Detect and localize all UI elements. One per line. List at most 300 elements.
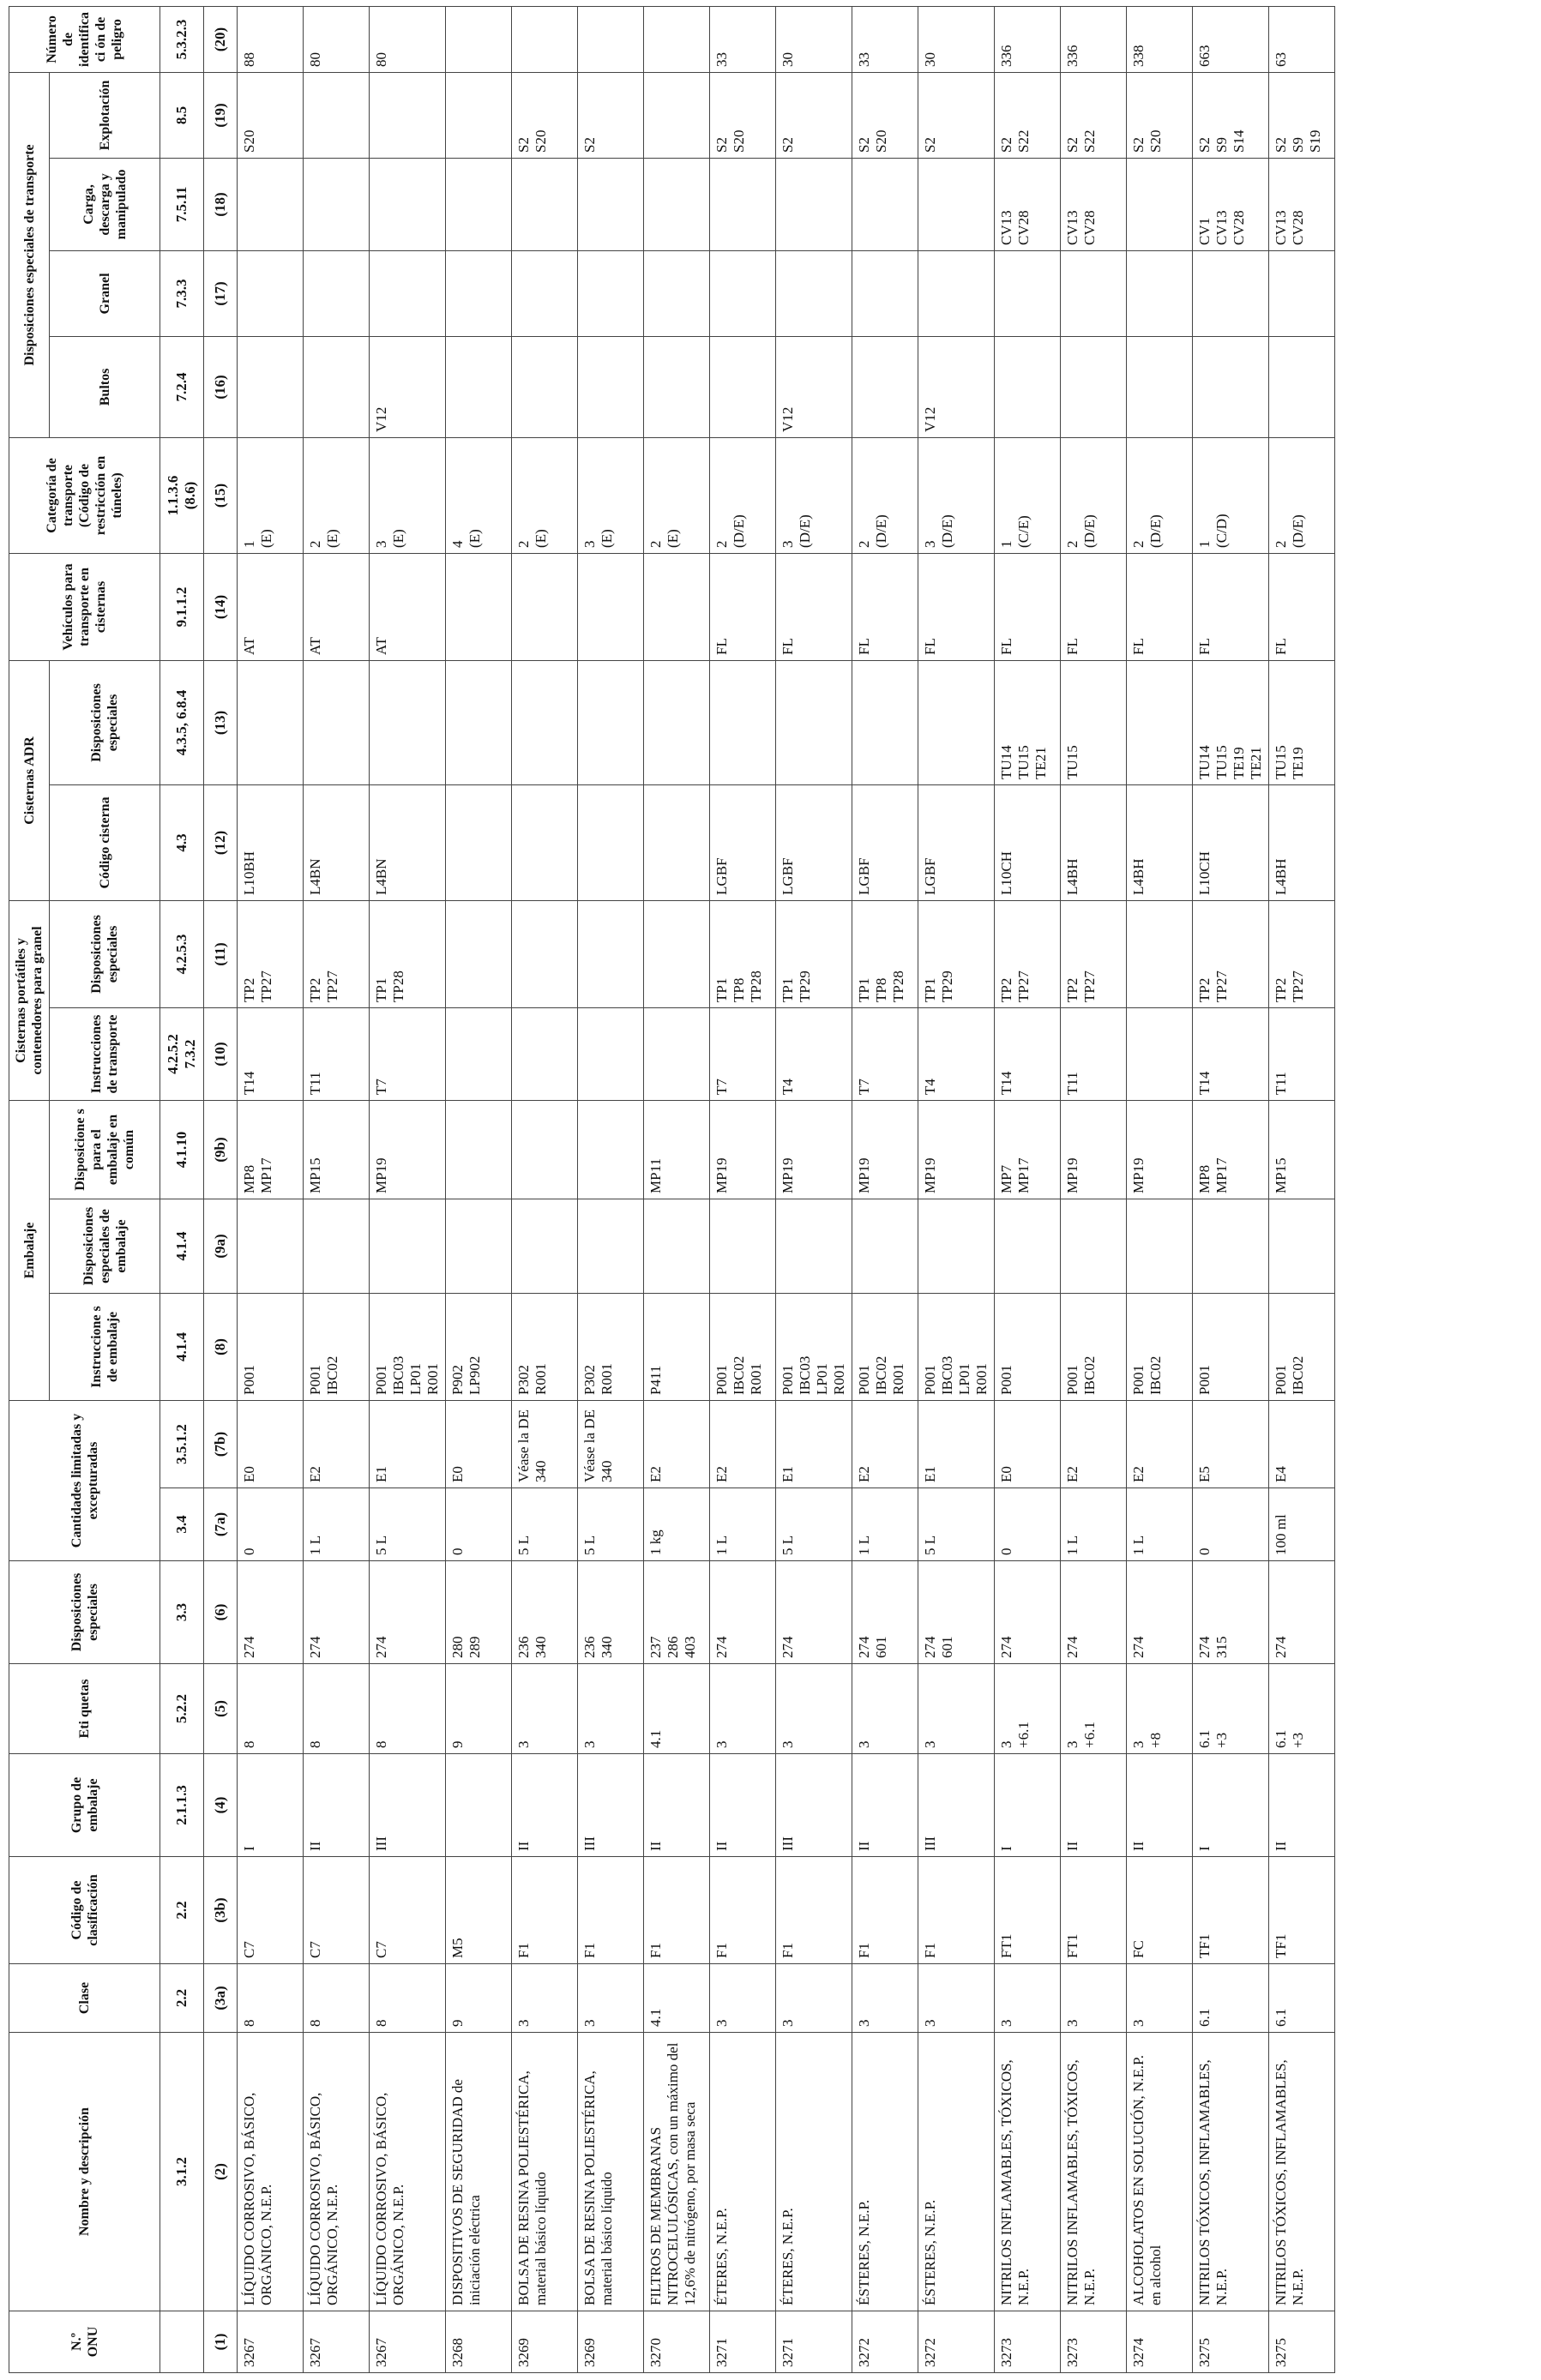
table-cell: 3272 (852, 2311, 918, 2373)
reference-cell: 7.2.4 (160, 336, 204, 437)
table-cell: II (710, 1754, 776, 1857)
table-cell: E0 (995, 1401, 1061, 1488)
table-cell: P001 IBC02 (1269, 1294, 1335, 1401)
table-cell (446, 158, 512, 250)
table-cell (512, 158, 578, 250)
reference-cell: 2.2 (160, 1857, 204, 1964)
table-cell: 274 (1269, 1561, 1335, 1664)
table-cell: 5 L (578, 1488, 644, 1561)
table-cell (776, 1199, 852, 1294)
table-cell (1127, 660, 1193, 784)
table-cell: LÍQUIDO CORROSIVO, BÁSICO, ORGÁNICO, N.E.P. (238, 2033, 304, 2311)
table-cell: P411 (644, 1294, 710, 1401)
table-cell: MP19 (710, 1100, 776, 1199)
reference-cell: 5.3.2.3 (160, 6, 204, 72)
table-cell: MP8 MP17 (238, 1100, 304, 1199)
table-cell: C7 (304, 1857, 370, 1964)
table-cell: ÉTERES, N.E.P. (710, 2033, 776, 2311)
table-row (370, 6, 446, 2372)
reference-cell: 4.2.5.3 (160, 900, 204, 1007)
table-cell: MP19 (918, 1100, 995, 1199)
table-cell: 0 (238, 1488, 304, 1561)
table-cell: 8 (370, 1964, 446, 2033)
table-cell: I (995, 1754, 1061, 1857)
table-cell: T7 (710, 1007, 776, 1100)
table-cell: BOLSA DE RESINA POLIESTÉRICA, material básico líquido (512, 2033, 578, 2311)
header-operation: Explotación (50, 72, 160, 158)
table-cell: II (304, 1754, 370, 1857)
table-cell: AT (304, 553, 370, 660)
table-cell: T4 (918, 1007, 995, 1100)
table-cell (1269, 250, 1335, 336)
table-cell (852, 336, 918, 437)
table-cell: 1 L (1127, 1488, 1193, 1561)
table-cell: II (1127, 1754, 1193, 1857)
table-cell: F1 (644, 1857, 710, 1964)
table-cell (446, 1007, 512, 1100)
table-cell: NITRILOS TÓXICOS, INFLAMABLES, N.E.P. (1193, 2033, 1269, 2311)
table-cell: FT1 (995, 1857, 1061, 1964)
table-cell: P001 IBC02 (1061, 1294, 1127, 1401)
table-cell: ÉSTERES, N.E.P. (918, 2033, 995, 2311)
table-cell (370, 158, 446, 250)
table-cell (1127, 158, 1193, 250)
header-hazard-id: Número de identificaci ón de peligro (9, 6, 160, 72)
table-cell: E1 (370, 1401, 446, 1488)
table-row (1061, 6, 1127, 2372)
table-cell: 9 (446, 1664, 512, 1754)
table-cell: 5 L (918, 1488, 995, 1561)
column-number-cell: (16) (204, 336, 238, 437)
table-cell: 274 (370, 1561, 446, 1664)
table-row (1127, 6, 1193, 2372)
header-adr-tanks-group: Cisternas ADR (9, 660, 50, 900)
table-cell (1127, 250, 1193, 336)
table-cell: 3 (918, 1664, 995, 1754)
reference-cell: 8.5 (160, 72, 204, 158)
table-cell: 236 340 (578, 1561, 644, 1664)
table-cell: T14 (238, 1007, 304, 1100)
table-cell: LGBF (852, 784, 918, 900)
table-cell: M5 (446, 1857, 512, 1964)
table-cell (446, 1754, 512, 1857)
table-cell: 3 (852, 1964, 918, 2033)
table-cell: TP2 TP27 (995, 900, 1061, 1007)
table-cell: 274 (776, 1561, 852, 1664)
reference-cell (160, 2311, 204, 2373)
table-cell (578, 1199, 644, 1294)
table-cell: I (238, 1754, 304, 1857)
table-cell (852, 1199, 918, 1294)
table-cell (512, 553, 578, 660)
header-mixed-packing: Disposicione s para el embalaje en común (50, 1100, 160, 1199)
table-cell: 4 (E) (446, 437, 512, 553)
table-cell: S2 (578, 72, 644, 158)
table-cell: 0 (995, 1488, 1061, 1561)
table-cell (644, 6, 710, 72)
table-cell: S2 S20 (512, 72, 578, 158)
table-cell: TP1 TP28 (370, 900, 446, 1007)
table-cell (238, 158, 304, 250)
table-cell: L4BH (1127, 784, 1193, 900)
table-cell (512, 784, 578, 900)
table-cell: 2 (D/E) (710, 437, 776, 553)
table-cell: 8 (238, 1964, 304, 2033)
table-row (776, 6, 852, 2372)
table-row (852, 6, 918, 2372)
table-cell: CV13 CV28 (1061, 158, 1127, 250)
table-cell (1061, 336, 1127, 437)
table-cell (710, 158, 776, 250)
column-number-cell: (3a) (204, 1964, 238, 2033)
table-cell: 3 (D/E) (776, 437, 852, 553)
header-name: Nombre y descripción (9, 2033, 160, 2311)
table-cell: TP1 TP29 (776, 900, 852, 1007)
table-row (644, 6, 710, 2372)
table-cell (578, 1100, 644, 1199)
table-cell: ÉSTERES, N.E.P. (852, 2033, 918, 2311)
table-cell: II (1269, 1754, 1335, 1857)
column-number-cell: (8) (204, 1294, 238, 1401)
table-cell (710, 336, 776, 437)
table-cell: 0 (1193, 1488, 1269, 1561)
column-number-cell: (14) (204, 553, 238, 660)
header-packaging-group: Embalaje (9, 1100, 50, 1400)
table-cell: TP1 TP8 TP28 (710, 900, 776, 1007)
reference-cell: 7.3.3 (160, 250, 204, 336)
table-cell: FL (710, 553, 776, 660)
reference-cell: 4.3.5, 6.8.4 (160, 660, 204, 784)
header-labels: Eti quetas (9, 1664, 160, 1754)
table-cell: L10CH (1193, 784, 1269, 900)
header-packing-special: Disposiciones especiales de embalaje (50, 1199, 160, 1294)
table-cell: T11 (1269, 1007, 1335, 1100)
table-cell: 3 (1127, 1964, 1193, 2033)
table-cell: E2 (1127, 1401, 1193, 1488)
table-cell: LGBF (918, 784, 995, 900)
table-cell: FILTROS DE MEMBRANAS NITROCELULÓSICAS, con un máximo del 12,6% de nitrógeno, por masa seca (644, 2033, 710, 2311)
table-cell: 2 (E) (304, 437, 370, 553)
table-cell (446, 660, 512, 784)
table-cell: II (1061, 1754, 1127, 1857)
table-cell: S2 (918, 72, 995, 158)
table-cell: E2 (852, 1401, 918, 1488)
table-cell (238, 336, 304, 437)
table-cell: P001 IBC03 LP01 R001 (776, 1294, 852, 1401)
dangerous-goods-table (9, 6, 1335, 2373)
table-cell: 6.1 +3 (1193, 1664, 1269, 1754)
table-cell: 3 (995, 1964, 1061, 2033)
table-cell: 3267 (370, 2311, 446, 2373)
reference-cell: 1.1.3.6 (8.6) (160, 437, 204, 553)
table-cell: P302 R001 (512, 1294, 578, 1401)
reference-cell: 3.3 (160, 1561, 204, 1664)
table-cell: 3275 (1269, 2311, 1335, 2373)
table-cell: F1 (710, 1857, 776, 1964)
table-cell: 8 (238, 1664, 304, 1754)
table-cell: 3 (512, 1964, 578, 2033)
reference-cell: 4.3 (160, 784, 204, 900)
column-number-cell: (19) (204, 72, 238, 158)
table-cell (238, 250, 304, 336)
reference-cell: 3.1.2 (160, 2033, 204, 2311)
table-cell (1127, 900, 1193, 1007)
table-cell: 1 (C/E) (995, 437, 1061, 553)
table-cell: FL (776, 553, 852, 660)
table-cell: TU14 TU15 TE21 (995, 660, 1061, 784)
column-number-cell: (10) (204, 1007, 238, 1100)
table-cell: S2 (776, 72, 852, 158)
table-cell: 3271 (710, 2311, 776, 2373)
table-cell (446, 336, 512, 437)
table-cell: 1 L (1061, 1488, 1127, 1561)
table-cell: 8 (304, 1664, 370, 1754)
table-cell (918, 158, 995, 250)
table-cell: III (776, 1754, 852, 1857)
table-body (160, 6, 1335, 2372)
table-cell: 30 (776, 6, 852, 72)
table-cell: MP19 (776, 1100, 852, 1199)
column-number-cell: (17) (204, 250, 238, 336)
table-cell: L10CH (995, 784, 1061, 900)
table-cell: 88 (238, 6, 304, 72)
column-number-cell: (6) (204, 1561, 238, 1664)
table-cell: E2 (304, 1401, 370, 1488)
table-cell (852, 158, 918, 250)
table-cell: 33 (710, 6, 776, 72)
table-cell: S2 S20 (1127, 72, 1193, 158)
table-cell: FC (1127, 1857, 1193, 1964)
table-cell: 3 (776, 1664, 852, 1754)
table-cell: E2 (1061, 1401, 1127, 1488)
table-cell (1269, 1199, 1335, 1294)
table-cell: LÍQUIDO CORROSIVO, BÁSICO, ORGÁNICO, N.E.P. (370, 2033, 446, 2311)
table-cell: V12 (776, 336, 852, 437)
table-cell: 3 (E) (578, 437, 644, 553)
table-cell: 1 kg (644, 1488, 710, 1561)
table-cell: III (370, 1754, 446, 1857)
table-cell: 3 (E) (370, 437, 446, 553)
table-cell (446, 784, 512, 900)
table-cell: TP2 TP27 (1061, 900, 1127, 1007)
table-cell: E1 (918, 1401, 995, 1488)
table-cell: TP2 TP27 (238, 900, 304, 1007)
table-cell: FT1 (1061, 1857, 1127, 1964)
reference-row (160, 6, 204, 2372)
header-loading: Carga, descarga y manipulado (50, 158, 160, 250)
table-cell (995, 336, 1061, 437)
table-cell (918, 660, 995, 784)
table-cell (512, 1007, 578, 1100)
table-cell: 3 (710, 1664, 776, 1754)
header-un-number: N.º ONU (9, 2311, 160, 2373)
table-cell (238, 1199, 304, 1294)
table-cell: 80 (370, 6, 446, 72)
table-cell: III (918, 1754, 995, 1857)
table-cell (304, 1199, 370, 1294)
table-cell: FL (1061, 553, 1127, 660)
table-cell: 2 (E) (644, 437, 710, 553)
table-cell: 338 (1127, 6, 1193, 72)
table-cell: 2 (D/E) (1127, 437, 1193, 553)
table-cell (512, 1199, 578, 1294)
column-number-cell: (1) (204, 2311, 238, 2373)
table-cell (1127, 336, 1193, 437)
table-cell: 2 (D/E) (852, 437, 918, 553)
table-cell: C7 (370, 1857, 446, 1964)
table-cell: DISPOSITIVOS DE SEGURIDAD de iniciación eléctrica (446, 2033, 512, 2311)
table-cell (644, 158, 710, 250)
table-cell (304, 660, 370, 784)
table-cell: CV1 CV13 CV28 (1193, 158, 1269, 250)
table-cell: T7 (370, 1007, 446, 1100)
reference-cell: 4.1.4 (160, 1294, 204, 1401)
table-cell: II (644, 1754, 710, 1857)
table-cell: E1 (776, 1401, 852, 1488)
table-cell (918, 250, 995, 336)
column-number-cell: (13) (204, 660, 238, 784)
table-row (238, 6, 304, 2372)
table-row (1269, 6, 1335, 2372)
table-cell: 80 (304, 6, 370, 72)
table-cell: P001 IBC03 LP01 R001 (918, 1294, 995, 1401)
column-number-cell: (12) (204, 784, 238, 900)
table-cell (370, 660, 446, 784)
header-tank-instructions: Instrucciones de transporte (50, 1007, 160, 1100)
table-cell: MP11 (644, 1100, 710, 1199)
table-cell (370, 250, 446, 336)
table-cell: E2 (710, 1401, 776, 1488)
table-cell (852, 660, 918, 784)
table-cell (1269, 336, 1335, 437)
column-number-cell: (18) (204, 158, 238, 250)
column-number-row (204, 6, 238, 2372)
reference-cell: 2.1.1.3 (160, 1754, 204, 1857)
table-row (446, 6, 512, 2372)
table-cell: FL (1127, 553, 1193, 660)
table-cell: S2 S9 S14 (1193, 72, 1269, 158)
table-cell (512, 660, 578, 784)
table-cell: III (578, 1754, 644, 1857)
table-cell: FL (1269, 553, 1335, 660)
table-cell: T11 (1061, 1007, 1127, 1100)
reference-cell: 2.2 (160, 1964, 204, 2033)
table-cell: CV13 CV28 (1269, 158, 1335, 250)
table-cell: 274 (995, 1561, 1061, 1664)
table-cell: P001 IBC03 LP01 R001 (370, 1294, 446, 1401)
table-cell: P001 (238, 1294, 304, 1401)
column-number-cell: (4) (204, 1754, 238, 1857)
table-cell: F1 (918, 1857, 995, 1964)
table-cell (578, 784, 644, 900)
table-cell: NITRILOS INFLAMABLES, TÓXICOS, N.E.P. (1061, 2033, 1127, 2311)
table-row (918, 6, 995, 2372)
table-cell: ALCOHOLATOS EN SOLUCIÓN, N.E.P. en alcohol (1127, 2033, 1193, 2311)
table-cell (578, 336, 644, 437)
table-cell: TP1 TP29 (918, 900, 995, 1007)
table-cell: L4BH (1269, 784, 1335, 900)
table-cell (304, 250, 370, 336)
table-cell: AT (370, 553, 446, 660)
table-cell: 6.1 +3 (1269, 1664, 1335, 1754)
table-cell (1127, 1007, 1193, 1100)
header-packing-group: Grupo de embalaje (9, 1754, 160, 1857)
header-tank-special: Disposiciones especiales (50, 900, 160, 1007)
table-cell: 3271 (776, 2311, 852, 2373)
table-cell: TF1 (1193, 1857, 1269, 1964)
table-cell: P001 (995, 1294, 1061, 1401)
table-cell: 8 (304, 1964, 370, 2033)
table-row (1193, 6, 1269, 2372)
table-cell (644, 336, 710, 437)
table-cell: Véase la DE 340 (578, 1401, 644, 1488)
table-cell: MP7 MP17 (995, 1100, 1061, 1199)
header-tank-code: Código cisterna (50, 784, 160, 900)
table-cell (512, 250, 578, 336)
table-cell: 1 (E) (238, 437, 304, 553)
table-cell: E5 (1193, 1401, 1269, 1488)
table-cell: CV13 CV28 (995, 158, 1061, 250)
table-cell: 63 (1269, 6, 1335, 72)
table-cell: 274 (1061, 1561, 1127, 1664)
header-classification-code: Código de clasificación (9, 1857, 160, 1964)
table-cell (644, 660, 710, 784)
table-cell: 3274 (1127, 2311, 1193, 2373)
table-cell: P001 IBC02 (1127, 1294, 1193, 1401)
table-cell: 663 (1193, 6, 1269, 72)
table-cell (852, 250, 918, 336)
table-cell: 274 (238, 1561, 304, 1664)
column-number-cell: (7a) (204, 1488, 238, 1561)
table-cell: F1 (852, 1857, 918, 1964)
table-cell: MP19 (1127, 1100, 1193, 1199)
table-cell: P302 R001 (578, 1294, 644, 1401)
table-cell (578, 660, 644, 784)
table-cell: 2 (D/E) (1269, 437, 1335, 553)
table-cell (1061, 250, 1127, 336)
table-cell: S2 S22 (995, 72, 1061, 158)
table-cell: 4.1 (644, 1964, 710, 2033)
table-cell: 1 (C/D) (1193, 437, 1269, 553)
table-cell: MP15 (1269, 1100, 1335, 1199)
column-number-cell: (3b) (204, 1857, 238, 1964)
table-cell: F1 (776, 1857, 852, 1964)
table-cell: MP19 (852, 1100, 918, 1199)
table-cell (578, 900, 644, 1007)
table-cell: 3 +8 (1127, 1664, 1193, 1754)
table-cell: 3268 (446, 2311, 512, 2373)
table-cell: TU15 (1061, 660, 1127, 784)
table-cell: S2 S22 (1061, 72, 1127, 158)
table-cell: L10BH (238, 784, 304, 900)
table-cell: NITRILOS INFLAMABLES, TÓXICOS, N.E.P. (995, 2033, 1061, 2311)
header-limited-quantities: Cantidades limitadas y excepturadas (9, 1401, 160, 1561)
table-cell: 5 L (776, 1488, 852, 1561)
table-cell (370, 72, 446, 158)
table-cell (446, 6, 512, 72)
header-tank-vehicles: Vehículos para transporte en cisternas (9, 553, 160, 660)
table-cell: S2 S20 (710, 72, 776, 158)
table-cell (776, 158, 852, 250)
table-row (578, 6, 644, 2372)
table-cell: TP1 TP8 TP28 (852, 900, 918, 1007)
table-cell (1193, 336, 1269, 437)
header-class: Clase (9, 1964, 160, 2033)
table-cell: 274 601 (918, 1561, 995, 1664)
table-cell (995, 250, 1061, 336)
table-cell: L4BN (370, 784, 446, 900)
table-cell: 5 L (512, 1488, 578, 1561)
